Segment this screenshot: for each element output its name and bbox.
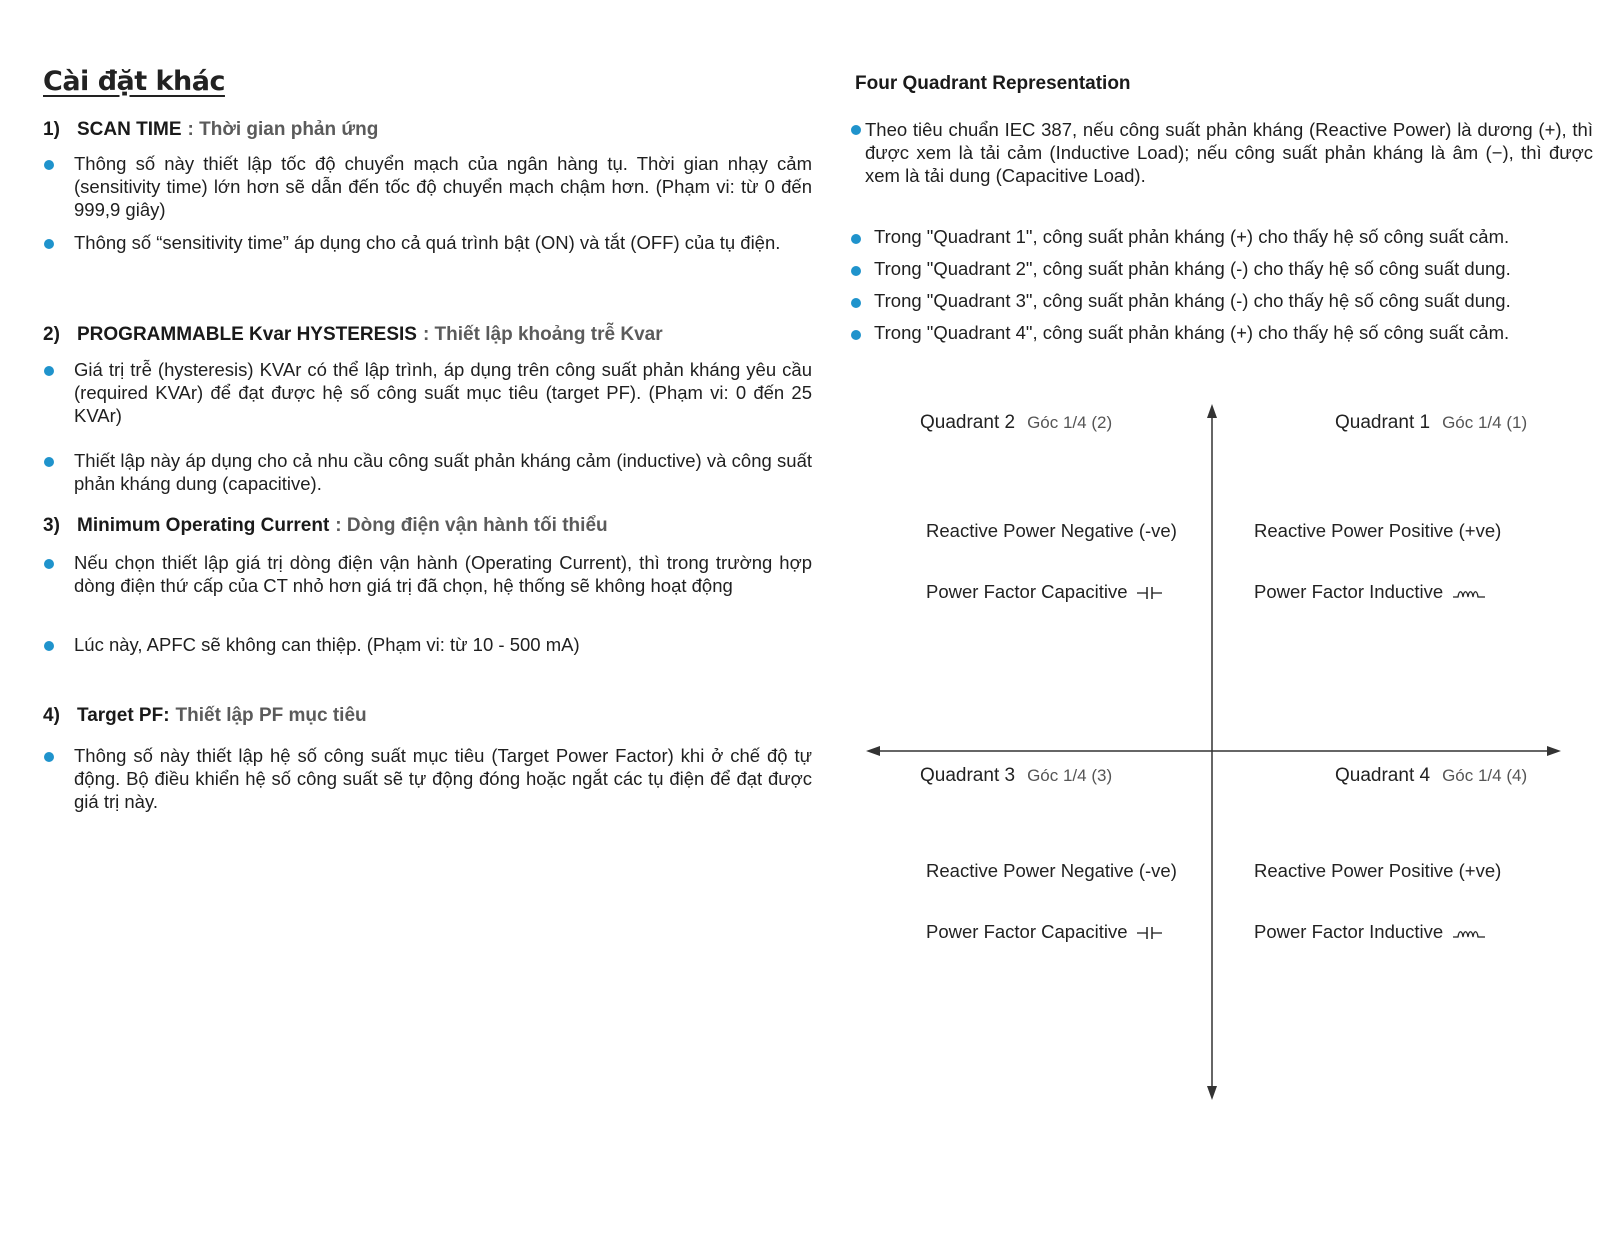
quadrant-goc: Góc 1/4 (2) (1027, 413, 1113, 432)
section-subtitle: : Thiết lập khoảng trễ Kvar (422, 324, 663, 345)
section-title: SCAN TIME (77, 119, 182, 140)
pf-text: Power Factor Capacitive (926, 921, 1128, 942)
section-title: Target PF: (77, 705, 170, 726)
quadrant-name: Quadrant 1 (1335, 412, 1431, 433)
section-number: 2) (43, 324, 60, 345)
quadrant-2-pf (926, 581, 1163, 603)
section-title: PROGRAMMABLE Kvar HYSTERESIS (77, 324, 417, 345)
quadrant-4-label (1335, 765, 1527, 787)
quadrant-line-text: Trong "Quadrant 4", công suất phản kháng (+) cho thấy hệ số công suất cảm. (874, 322, 1510, 343)
section-number: 3) (43, 515, 60, 536)
pf-text: Power Factor Inductive (1254, 581, 1444, 602)
quadrant-goc: Góc 1/4 (3) (1027, 766, 1113, 785)
arrow-up-icon (1207, 404, 1217, 418)
arrow-right-icon (1547, 746, 1561, 756)
quadrant-2-label (920, 412, 1112, 434)
capacitor-icon (1137, 586, 1163, 600)
list-item-text: Giá trị trễ (hysteresis) KVAr có thể lập trình, áp dụng trên công suất phản kháng yêu cầu (required KVAr) để đạt được hệ số công suất mục tiêu (target PF). (Phạm vi: 0 đến 25 KVAr) (74, 359, 812, 426)
arrow-left-icon (866, 746, 880, 756)
quadrant-3-pf (926, 921, 1163, 943)
section-subtitle: : Dòng điện vận hành tối thiểu (335, 515, 608, 536)
quadrant-line-text: Trong "Quadrant 1", công suất phản kháng (+) cho thấy hệ số công suất cảm. (874, 226, 1510, 247)
section-title: Minimum Operating Current (77, 515, 330, 536)
list-item-text: Thông số “sensitivity time” áp dụng cho cả quá trình bật (ON) và tắt (OFF) của tụ điện. (74, 232, 781, 253)
list-item-text: Thông số này thiết lập hệ số công suất mục tiêu (Target Power Factor) khi ở chế độ tự động. Bộ điều khiển hệ số công suất sẽ tự động đóng hoặc ngắt các tụ điện để đạt được giá trị này. (74, 745, 812, 812)
quadrant-1-pf (1254, 581, 1486, 603)
quadrant-1-reactive: Reactive Power Positive (+ve) (1254, 520, 1502, 541)
section-subtitle: Thiết lập PF mục tiêu (175, 705, 367, 726)
quadrant-name: Quadrant 3 (920, 765, 1016, 786)
quadrant-name: Quadrant 2 (920, 412, 1016, 433)
right-title: Four Quadrant Representation (855, 73, 1131, 94)
inductor-icon (1452, 927, 1486, 939)
inductor-icon (1452, 587, 1486, 599)
quadrant-goc: Góc 1/4 (4) (1442, 766, 1528, 785)
list-item-text: Nếu chọn thiết lập giá trị dòng điện vận hành (Operating Current), thì trong trường hợp dòng điện thứ cấp của CT nhỏ hơn giá trị đã chọn, hệ thống sẽ không hoạt động (74, 552, 812, 596)
intro-text: Theo tiêu chuẩn IEC 387, nếu công suất phản kháng (Reactive Power) là dương (+), thì được xem là tải cảm (Inductive Load); nếu công suất phản kháng là âm (−), thì được xem là tải dung (Capacitive Load). (865, 119, 1593, 186)
quadrant-name: Quadrant 4 (1335, 765, 1431, 786)
page-title: Cài đặt khác (43, 66, 225, 97)
quadrant-1-label (1335, 412, 1527, 434)
quadrant-3-reactive: Reactive Power Negative (-ve) (926, 860, 1177, 881)
section-number: 4) (43, 705, 60, 726)
arrow-down-icon (1207, 1086, 1217, 1100)
quadrant-4-pf (1254, 921, 1486, 943)
quadrant-goc: Góc 1/4 (1) (1442, 413, 1528, 432)
quadrant-2-reactive: Reactive Power Negative (-ve) (926, 520, 1177, 541)
capacitor-icon (1137, 926, 1163, 940)
section-subtitle: : Thời gian phản ứng (187, 119, 379, 140)
list-item-text: Thiết lập này áp dụng cho cả nhu cầu công suất phản kháng cảm (inductive) và công suất phản kháng dung (capacitive). (74, 450, 812, 494)
pf-text: Power Factor Capacitive (926, 581, 1128, 602)
quadrant-4-reactive: Reactive Power Positive (+ve) (1254, 860, 1502, 881)
quadrant-3-label (920, 765, 1112, 787)
list-item-text: Thông số này thiết lập tốc độ chuyển mạch của ngân hàng tụ. Thời gian nhạy cảm (sensitivity time) lớn hơn sẽ dẫn đến tốc độ chuyển mạch chậm hơn. (Phạm vi: từ 0 đến 999,9 giây) (74, 153, 812, 220)
quadrant-line-text: Trong "Quadrant 2", công suất phản kháng (-) cho thấy hệ số công suất dung. (874, 258, 1511, 279)
pf-text: Power Factor Inductive (1254, 921, 1444, 942)
list-item-text: Lúc này, APFC sẽ không can thiệp. (Phạm vi: từ 10 - 500 mA) (74, 634, 580, 655)
section-number: 1) (43, 119, 60, 140)
quadrant-line-text: Trong "Quadrant 3", công suất phản kháng (-) cho thấy hệ số công suất dung. (874, 290, 1511, 311)
